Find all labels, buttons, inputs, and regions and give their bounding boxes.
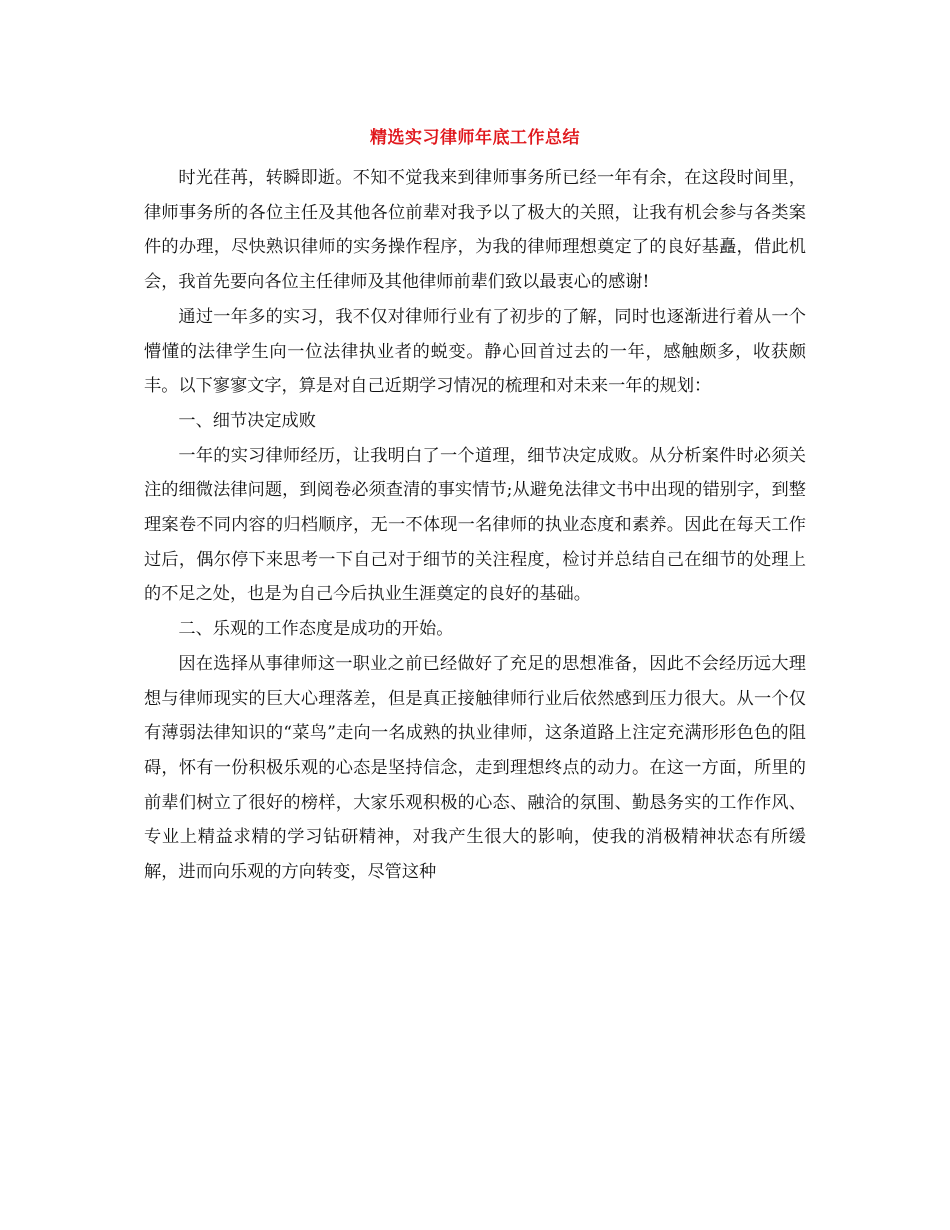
document-title: 精选实习律师年底工作总结 [370, 128, 580, 148]
paragraph-details: 一年的实习律师经历，让我明白了一个道理，细节决定成败。从分析案件时必须关注的细微法律问题，到阅卷必须查清的事实情节;从避免法律文书中出现的错别字，到整理案卷不同内容的归档顺序，无一不体现一名律师的执业态度和素养。因此在每天工作过后，偶尔停下来思考一下自己对于细节的关注程度，检讨并总结自己在细节的处理上的不足之处，也是为自己今后执业生涯奠定的良好的基础。 [144, 445, 806, 605]
paragraph-overview: 通过一年多的实习，我不仅对律师行业有了初步的了解，同时也逐渐进行着从一个懵懂的法律学生向一位法律执业者的蜕变。静心回首过去的一年，感触颇多，收获颇丰。以下寥寥文字，算是对自己近期学习情况的梳理和对未来一年的规划： [144, 306, 806, 397]
section-heading-1: 一、细节决定成败 [178, 410, 316, 431]
section-heading-2: 二、乐观的工作态度是成功的开始。 [178, 619, 454, 640]
paragraph-attitude: 因在选择从事律师这一职业之前已经做好了充足的思想准备，因此不会经历远大理想与律师现实的巨大心理落差，但是真正接触律师行业后依然感到压力很大。从一个仅有薄弱法律知识的“菜鸟”走向一名成熟的执业律师，这条道路上注定充满形形色色的阻碍，怀有一份积极乐观的心态是坚持信念，走到理想终点的动力。在这一方面，所里的前辈们树立了很好的榜样，大家乐观积极的心态、融洽的氛围、勤恳务实的工作作风、专业上精益求精的学习钻研精神，对我产生很大的影响，使我的消极精神状态有所缓解，进而向乐观的方向转变，尽管这种 [144, 653, 806, 883]
paragraph-intro: 时光荏苒，转瞬即逝。不知不觉我来到律师事务所已经一年有余，在这段时间里，律师事务所的各位主任及其他各位前辈对我予以了极大的关照，让我有机会参与各类案件的办理，尽快熟识律师的实务操作程序，为我的律师理想奠定了的良好基矗，借此机会，我首先要向各位主任律师及其他律师前辈们致以最衷心的感谢! [144, 168, 806, 293]
document-body [144, 161, 806, 890]
